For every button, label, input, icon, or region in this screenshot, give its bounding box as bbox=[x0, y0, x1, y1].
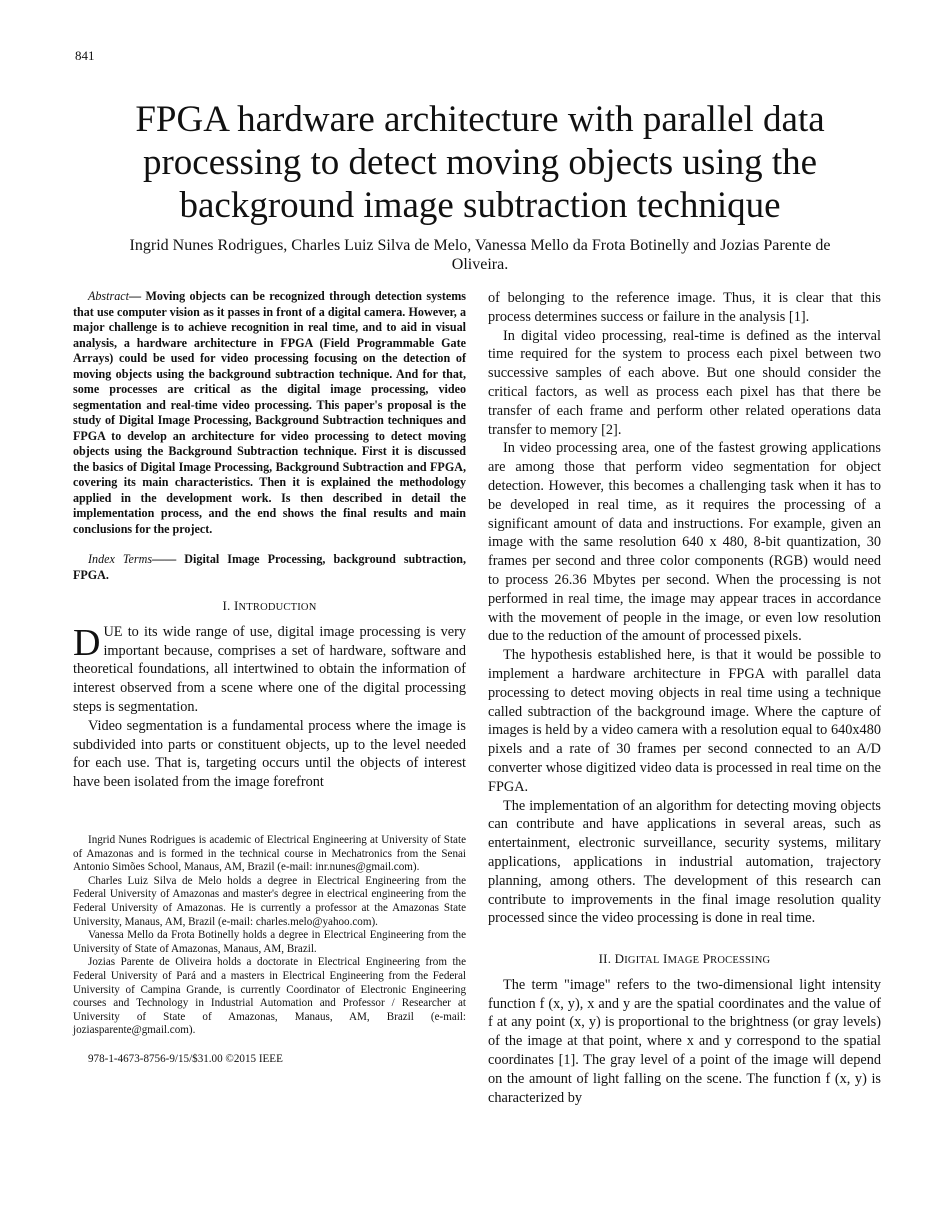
footnote-author-1: Ingrid Nunes Rodrigues is academic of Electrical Engineering at University of State of Amazonas and is formed in the technical course in Mechatronics from the Senai Antonio Simões School, Manaus, AM, Brazil (e-mail: inr.nunes@gmail.com). bbox=[73, 833, 466, 874]
body-paragraph: of belonging to the reference image. Thus, it is clear that this process determines success or failure in the analysis [1]. bbox=[488, 290, 881, 325]
section-title-rest: IGITAL bbox=[624, 955, 660, 967]
left-column bbox=[73, 289, 466, 1069]
index-terms-label: Index Terms bbox=[88, 552, 153, 566]
section-title-rest: NTRODUCTION bbox=[238, 602, 317, 613]
intro-paragraph-1-text: UE to its wide range of use, digital image processing is very important because, comprises a set of hardware, software and theoretical foundations, all intertwined to obtain the information of interest observed from a scene where one of the digital processing steps is segmentation. bbox=[73, 623, 466, 715]
index-terms-text: Digital Image Processing, background subtraction, FPGA. bbox=[73, 552, 466, 582]
body-paragraph: In video processing area, one of the fastest growing applications are among those that perform video segmentation for object detection. However, this becomes a challenging task when it has to be developed in real time, as it requires the processing of a significant amount of data and instructions. For example, given an image with the same resolution 640 x 480, 8-bit quantization, 30 frames per second and three color components (RGB) would need to process 26.36 Mbytes per second. When the processing is not performed in real time, the image may appear traces in accordance with the movement of people in the image, or even low resolution due to the reduction of the amount of processed pixels. bbox=[488, 440, 881, 645]
paper-title: FPGA hardware architecture with parallel data processing to detect moving objects using the background image subtraction technique bbox=[135, 99, 825, 226]
section-title-initial: P bbox=[702, 951, 711, 967]
section-numeral: II. bbox=[598, 951, 612, 967]
footnote-author-2: Charles Luiz Silva de Melo holds a degree in Electrical Engineering from the Federal University of Amazonas and master's degree in electrical engineering from the Federal University of Amazonas. He is currently a professor at the Amazonas State University, Manaus, AM, Brazil (e-mail: charles.melo@yahoo.com). bbox=[73, 874, 466, 928]
abstract bbox=[73, 289, 466, 537]
section-title-rest: ROCESSING bbox=[710, 955, 771, 967]
section-heading-introduction bbox=[73, 597, 466, 618]
body-paragraph: The implementation of an algorithm for detecting moving objects can contribute and have applications in several areas, such as entertainment, electronic surveillance, security systems, military applications, applications in industrial automation, trajectory planning, among others. The development of this research can contribute to improvements in the final image resolution quality processed since the video processing is done in real time. bbox=[488, 797, 881, 927]
abstract-dash: — bbox=[128, 289, 146, 303]
right-column bbox=[488, 289, 881, 1107]
body-paragraph: The hypothesis established here, is that it would be possible to implement a hardware architecture in FPGA with parallel data processing to detect moving objects in real time using a technique called subtraction of the background image. Where the capture of images is held by a video camera with a resolution equal to 640x480 pixels and a rate of 30 frames per second connected to an A/D converter whose digitized video data is processed in real time on the FPGA. bbox=[488, 647, 881, 795]
section-numeral: I. bbox=[222, 598, 231, 613]
footnote-author-3: Vanessa Mello da Frota Botinelly holds a degree in Electrical Engineering from the University of State of Amazonas, Manaus, AM, Brazil. bbox=[73, 929, 466, 955]
author-list: Ingrid Nunes Rodrigues, Charles Luiz Silva de Melo, Vanessa Mello da Frota Botinelly and Jozias Parente de Oliveira. bbox=[129, 237, 831, 273]
copyright-notice: 978-1-4673-8756-9/15/$31.00 ©2015 IEEE bbox=[88, 1052, 283, 1065]
abstract-text: Moving objects can be recognized through detection systems that use computer vision as it passes in front of a digital camera. However, a major challenge is to achieve recognition in real time, and to aid in visual analysis, a hardware architecture in FPGA (Field Programmable Gate Arrays) could be used for video processing focusing on the detection of moving objects using the background subtraction technique. And for that, some processes are critical as the digital image processing, video segmentation and real-time video processing. This paper's proposal is the study of Digital Image Processing, Background Subtraction techniques and FPGA to develop an architecture for video processing to detect moving objects using the Background Subtraction technique. First it is discussed the basics of Digital Image Processing, Background Subtraction and FPGA, covering its main characteristics. Then it is explained the methodology applied in the development work. Is then described in detail the implementation process, and the end shows the final results and main conclusions for the project. bbox=[73, 289, 467, 536]
drop-cap: D bbox=[73, 621, 101, 664]
intro-paragraph-2: Video segmentation is a fundamental process where the image is subdivided into parts or constituent objects, up to the level needed for each use. That is, targeting occurs until the objects of interest have been isolated from the image forefront bbox=[73, 717, 466, 791]
section-heading-digital-image-processing bbox=[488, 950, 881, 971]
intro-paragraph-1 bbox=[73, 623, 466, 717]
index-terms bbox=[73, 552, 466, 583]
index-terms-dash: —— bbox=[152, 552, 185, 566]
body-paragraph: In digital video processing, real-time is defined as the interval time required for the system to process each pixel between two successive samples of each above. But one should consider the critical factors, as well as process each pixel has that there be transfer of each frame and perform other related operations data transfer to memory [2]. bbox=[488, 327, 881, 438]
section-title-initial: I bbox=[663, 951, 668, 967]
body-paragraph: The term "image" refers to the two-dimensional light intensity function f (x, y), x and y are the spatial coordinates and the value of f at any point (x, y) is proportional to the brightness (or gray levels) of the image at that point, where x and y correspond to the spatial coordinates [1]. The gray level of a point of the image will depend on the amount of light falling on the scene. The function f (x, y) is characterized by bbox=[488, 976, 881, 1106]
page-number: 841 bbox=[75, 48, 95, 63]
abstract-label: Abstract bbox=[88, 289, 129, 303]
author-footnotes bbox=[73, 834, 466, 1038]
section-title-initial: I bbox=[233, 598, 239, 613]
section-title-initial: D bbox=[614, 951, 625, 967]
section-title-rest: MAGE bbox=[667, 955, 700, 967]
footnote-author-4: Jozias Parente de Oliveira holds a doctorate in Electrical Engineering from the Federal University of Pará and a masters in Electrical Engineering from the Federal University of Campina Grande, is currently Coordinator of Electronic Engineering courses and Technology in Industrial Automation and Professor / Researcher at University of State of Amazonas, Manaus, AM, Brazil (e-mail: joziasparente@gmail.com). bbox=[73, 956, 466, 1037]
